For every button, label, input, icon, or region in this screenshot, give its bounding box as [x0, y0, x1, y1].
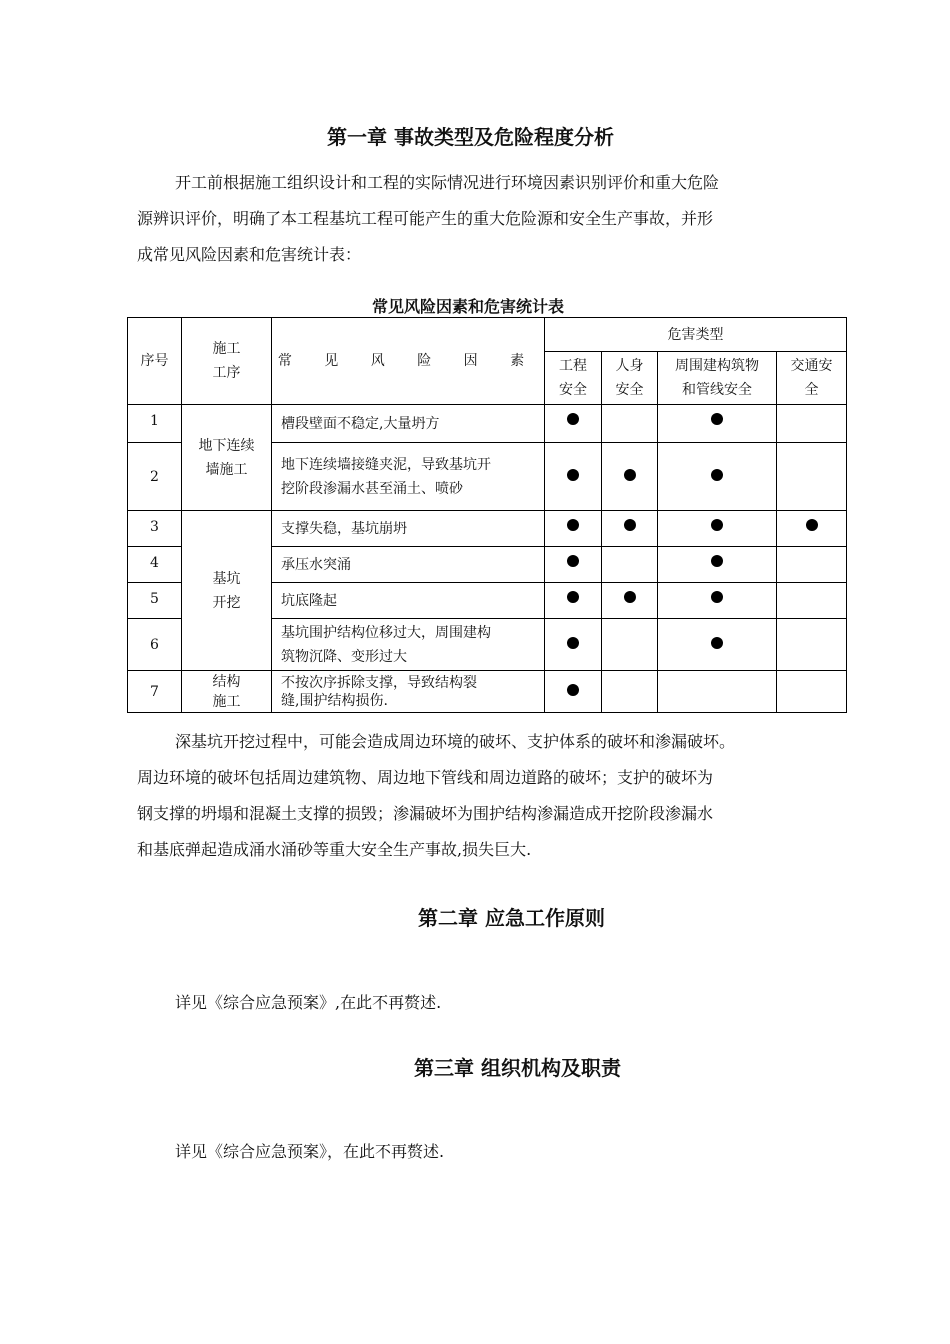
hazard-cell	[777, 511, 847, 547]
hazard-cell	[658, 671, 777, 713]
hazard-cell	[602, 443, 658, 511]
hazard-cell	[545, 511, 602, 547]
hazard-dot-icon	[567, 591, 579, 603]
table-caption: 常见风险因素和危害统计表	[372, 297, 565, 316]
hazard-cell	[777, 405, 847, 443]
hazard-cell	[777, 547, 847, 583]
hazard-cell	[777, 619, 847, 671]
hazard-cell	[602, 547, 658, 583]
hazard-dot-icon	[567, 684, 579, 696]
intro-line-3: 成常见风险因素和危害统计表：	[137, 245, 362, 264]
hazard-cell	[602, 583, 658, 619]
chapter1-title: 第一章 事故类型及危险程度分析	[327, 125, 614, 149]
process-group-2: 基坑 开挖	[182, 511, 272, 671]
row-number: 1	[128, 405, 182, 443]
hazard-cell	[777, 443, 847, 511]
risk-description: 不按次序拆除支撑，导致结构裂 缝,围护结构损伤.	[272, 671, 545, 713]
risk-description: 槽段壁面不稳定,大量坍方	[272, 405, 545, 443]
table-row	[128, 671, 847, 713]
row-number: 6	[128, 619, 182, 671]
hazard-dot-icon	[624, 519, 636, 531]
table-row	[128, 405, 847, 443]
chapter2-title: 第二章 应急工作原则	[418, 906, 605, 930]
hazard-dot-icon	[567, 469, 579, 481]
hazard-cell	[602, 405, 658, 443]
hazard-cell	[545, 405, 602, 443]
header-hazard-type: 危害类型	[545, 318, 847, 352]
hazard-cell	[545, 547, 602, 583]
hazard-cell	[602, 671, 658, 713]
hazard-dot-icon	[711, 519, 723, 531]
header-cat-personal: 人身 安全	[602, 352, 658, 405]
analysis-line-2: 周边环境的破坏包括周边建筑物、周边地下管线和周边道路的破坏；支护的破坏为	[137, 768, 714, 787]
hazard-cell	[658, 443, 777, 511]
header-cat-engineering: 工程 安全	[545, 352, 602, 405]
hazard-cell	[658, 583, 777, 619]
hazard-cell	[602, 511, 658, 547]
hazard-dot-icon	[624, 591, 636, 603]
risk-description: 基坑围护结构位移过大，周围建构 筑物沉降、变形过大	[272, 619, 545, 671]
hazard-cell	[545, 583, 602, 619]
hazard-cell	[658, 547, 777, 583]
row-number: 2	[128, 443, 182, 511]
hazard-dot-icon	[567, 555, 579, 567]
hazard-dot-icon	[711, 591, 723, 603]
hazard-cell	[545, 443, 602, 511]
row-number: 5	[128, 583, 182, 619]
hazard-cell	[545, 671, 602, 713]
hazard-cell	[777, 671, 847, 713]
chapter1-intro	[137, 165, 827, 273]
header-seq: 序号	[128, 318, 182, 405]
hazard-dot-icon	[567, 519, 579, 531]
risk-description: 支撑失稳，基坑崩坍	[272, 511, 545, 547]
analysis-line-4: 和基底弹起造成涌水涌砂等重大安全生产事故,损失巨大.	[137, 840, 532, 859]
chapter1-analysis	[137, 724, 827, 868]
hazard-dot-icon	[711, 469, 723, 481]
header-cat-surrounding: 周围建构筑物 和管线安全	[658, 352, 777, 405]
hazard-dot-icon	[624, 469, 636, 481]
header-cat-traffic: 交通安 全	[777, 352, 847, 405]
hazard-cell	[777, 583, 847, 619]
risk-description: 承压水突涌	[272, 547, 545, 583]
intro-line-1: 开工前根据施工组织设计和工程的实际情况进行环境因素识别评价和重大危险	[175, 173, 720, 192]
row-number: 4	[128, 547, 182, 583]
hazard-dot-icon	[711, 555, 723, 567]
risk-table	[127, 317, 847, 713]
risk-description: 地下连续墙接缝夹泥，导致基坑开 挖阶段渗漏水甚至涌土、喷砂	[272, 443, 545, 511]
hazard-dot-icon	[567, 413, 579, 425]
chapter2-text: 详见《综合应急预案》,在此不再赘述.	[175, 993, 442, 1012]
process-group-3: 结构 施工	[182, 671, 272, 713]
hazard-dot-icon	[711, 413, 723, 425]
row-number: 7	[128, 671, 182, 713]
chapter3-title: 第三章 组织机构及职责	[414, 1056, 621, 1080]
hazard-dot-icon	[806, 519, 818, 531]
header-risk: 常 见 风 险 因 素	[272, 318, 545, 405]
table-header-row-1	[128, 318, 847, 352]
intro-line-2: 源辨识评价，明确了本工程基坑工程可能产生的重大危险源和安全生产事故，并形	[137, 209, 714, 228]
risk-description: 坑底隆起	[272, 583, 545, 619]
hazard-dot-icon	[567, 637, 579, 649]
chapter3-text: 详见《综合应急预案》，在此不再赘述.	[175, 1142, 445, 1161]
hazard-cell	[658, 405, 777, 443]
table-row	[128, 511, 847, 547]
hazard-cell	[658, 511, 777, 547]
hazard-cell	[658, 619, 777, 671]
process-group-1: 地下连续 墙施工	[182, 405, 272, 511]
analysis-line-1: 深基坑开挖过程中，可能会造成周边环境的破坏、支护体系的破坏和渗漏破坏。	[175, 732, 736, 751]
analysis-line-3: 钢支撑的坍塌和混凝土支撑的损毁；渗漏破坏为围护结构渗漏造成开挖阶段渗漏水	[137, 804, 714, 823]
header-process: 施工 工序	[182, 318, 272, 405]
hazard-cell	[545, 619, 602, 671]
row-number: 3	[128, 511, 182, 547]
hazard-cell	[602, 619, 658, 671]
hazard-dot-icon	[711, 637, 723, 649]
